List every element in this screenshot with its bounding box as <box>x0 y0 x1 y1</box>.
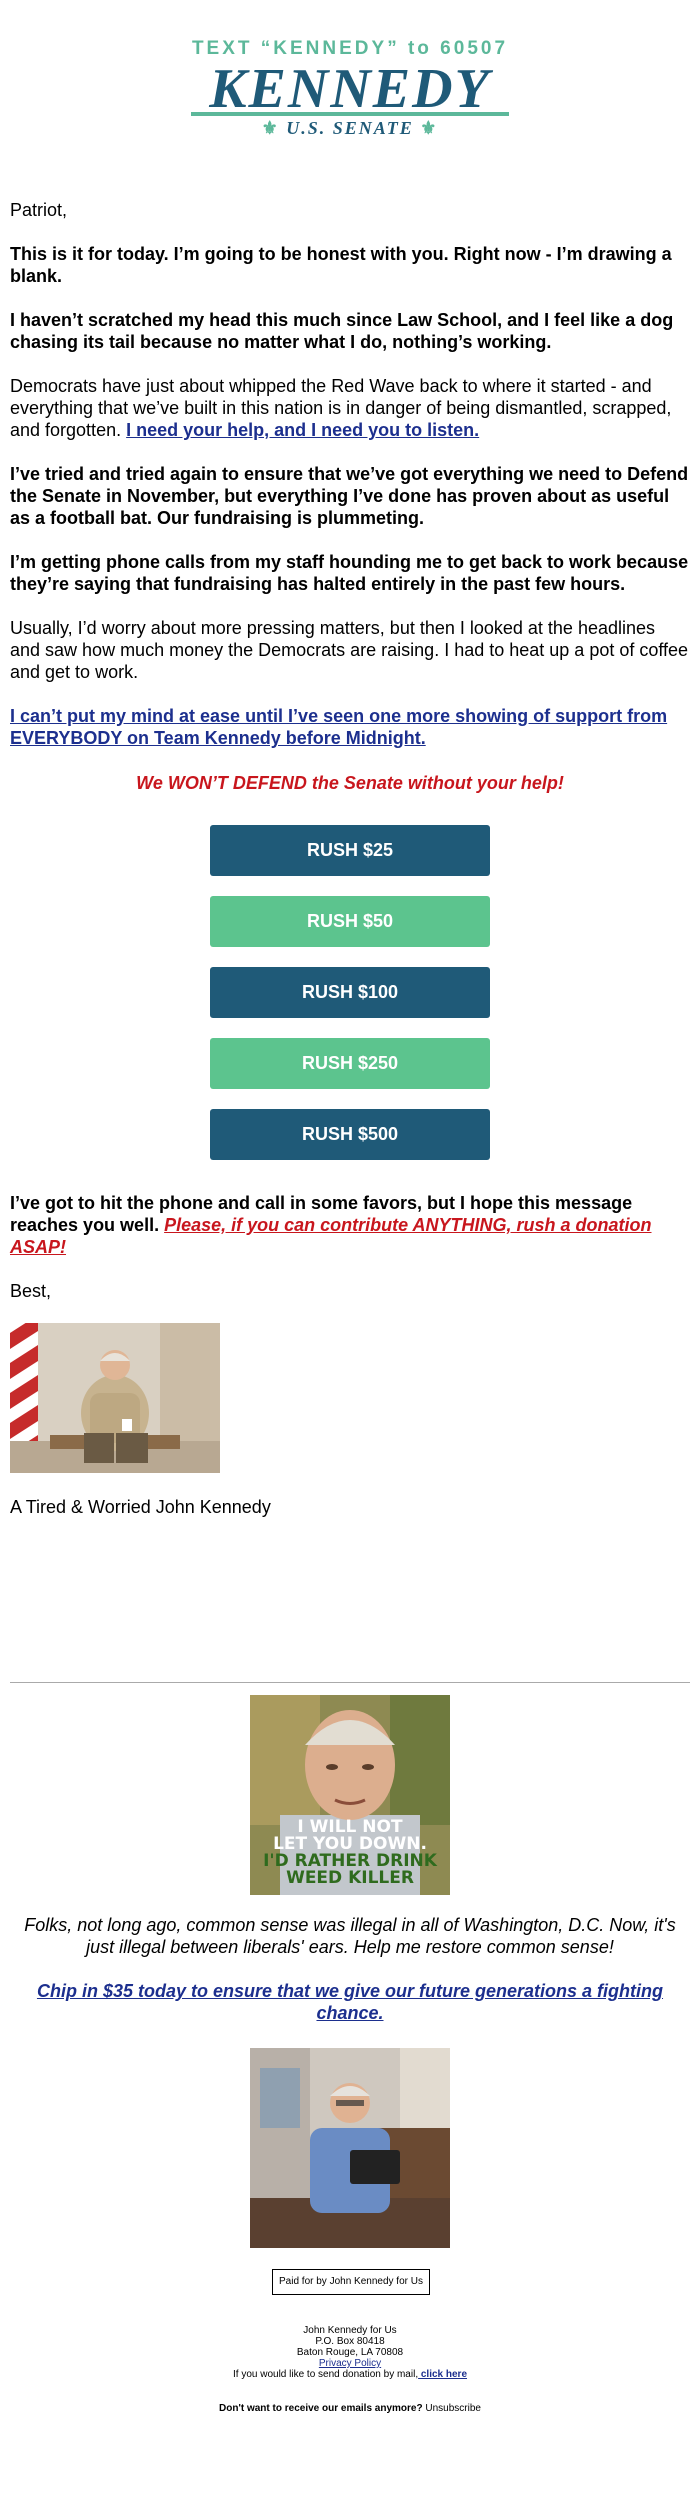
address-line-3: Baton Rouge, LA 70808 <box>296 2347 404 2358</box>
unsubscribe-question: Don't want to receive our emails anymore? <box>219 2403 423 2414</box>
divider <box>10 1682 690 1683</box>
paragraph-8-text: I’ve got to hit the phone and call in some favors, but I hope this message reaches you well. <box>10 1193 633 1235</box>
paragraph-3-text: Democrats have just about whipped the Red Wave back to where it started - and everything that we’ve built in this nation is in danger of being dismantled, scrapped, and forgotten. <box>10 376 672 440</box>
support-link[interactable]: I can’t put my mind at ease until I’ve seen one more showing of support from EVERYBODY on Team Kennedy before Midnight. <box>10 706 668 748</box>
need-help-link[interactable]: I need your help, and I need you to listen. <box>126 420 480 440</box>
paragraph-7 <box>10 705 690 749</box>
red-callout: We WON’T DEFEND the Senate without your help! <box>136 773 564 793</box>
meme-line-3: I'D RATHER DRINK <box>263 1851 437 1871</box>
paragraph-6: Usually, I’d worry about more pressing matters, but then I looked at the headlines and saw how much money the Democrats are raising. I had to heat up a pot of coffee and get to work. <box>10 618 689 682</box>
kennedy-tablet-photo <box>250 2048 450 2248</box>
paragraph-5: I’m getting phone calls from my staff hounding me to get back to work because they’re saying that fundraising has halted entirely in the past few hours. <box>10 552 689 594</box>
paragraph-8 <box>10 1192 690 1258</box>
unsubscribe-row <box>0 2403 700 2414</box>
meme-caption <box>250 1819 450 1887</box>
fleur-de-lis-icon: ⚜ <box>261 118 280 138</box>
fleur-de-lis-icon: ⚜ <box>420 118 439 138</box>
rush-50-button[interactable]: RUSH $50 <box>210 896 490 947</box>
logo-office-text: U.S. SENATE <box>286 118 414 138</box>
address-line-1: John Kennedy for Us <box>303 2325 397 2336</box>
logo-office <box>0 118 700 139</box>
meme-line-1: I WILL NOT <box>297 1817 403 1837</box>
privacy-policy-link[interactable]: Privacy Policy <box>318 2358 382 2369</box>
mail-click-here-link[interactable]: click here <box>418 2369 468 2380</box>
kennedy-seated-photo <box>10 1323 220 1473</box>
paragraph-4: I’ve tried and tried again to ensure that we’ve got everything we need to Defend the Senate in November, but everything I’ve done has proven about as useful as a football bat. Our fundraising is plummeting. <box>10 464 689 528</box>
rush-100-button[interactable]: RUSH $100 <box>210 967 490 1018</box>
campaign-logo <box>0 38 700 139</box>
contribute-link[interactable]: Please, if you can contribute ANYTHING, rush a donation ASAP! <box>10 1215 652 1257</box>
rush-25-button[interactable]: RUSH $25 <box>210 825 490 876</box>
common-sense-quote: Folks, not long ago, common sense was illegal in all of Washington, D.C. Now, it's just illegal between liberals' ears. Help me restore common sense! <box>24 1915 676 1957</box>
address-line-2: P.O. Box 80418 <box>315 2336 385 2347</box>
logo-text-line: TEXT “KENNEDY” to 60507 <box>191 38 509 59</box>
signature: A Tired & Worried John Kennedy <box>10 1497 271 1517</box>
paragraph-3 <box>10 375 690 441</box>
paragraph-2: I haven’t scratched my head this much since Law School, and I feel like a dog chasing its tail because no matter what I do, nothing’s working. <box>10 310 674 352</box>
mail-row <box>0 2369 700 2380</box>
privacy-row <box>0 2358 700 2369</box>
rush-500-button[interactable]: RUSH $500 <box>210 1109 490 1160</box>
chip-in-paragraph <box>10 1980 690 2024</box>
paragraph-1: This is it for today. I’m going to be honest with you. Right now - I’m drawing a blank. <box>10 244 672 286</box>
meme-line-4: WEED KILLER <box>286 1868 414 1888</box>
signoff: Best, <box>10 1281 52 1301</box>
paid-for-box: Paid for by John Kennedy for Us <box>272 2269 430 2295</box>
unsubscribe-link[interactable]: Unsubscribe <box>422 2403 481 2414</box>
weed-killer-meme <box>250 1695 450 1895</box>
greeting: Patriot, <box>10 200 68 220</box>
meme-line-2: LET YOU DOWN. <box>273 1834 427 1854</box>
chip-in-link[interactable]: Chip in $35 today to ensure that we give our future generations a fighting chance. <box>36 1981 664 2023</box>
logo-name: KENNEDY <box>209 58 491 120</box>
mail-text: If you would like to send donation by mail, <box>232 2369 419 2380</box>
rush-250-button[interactable]: RUSH $250 <box>210 1038 490 1089</box>
